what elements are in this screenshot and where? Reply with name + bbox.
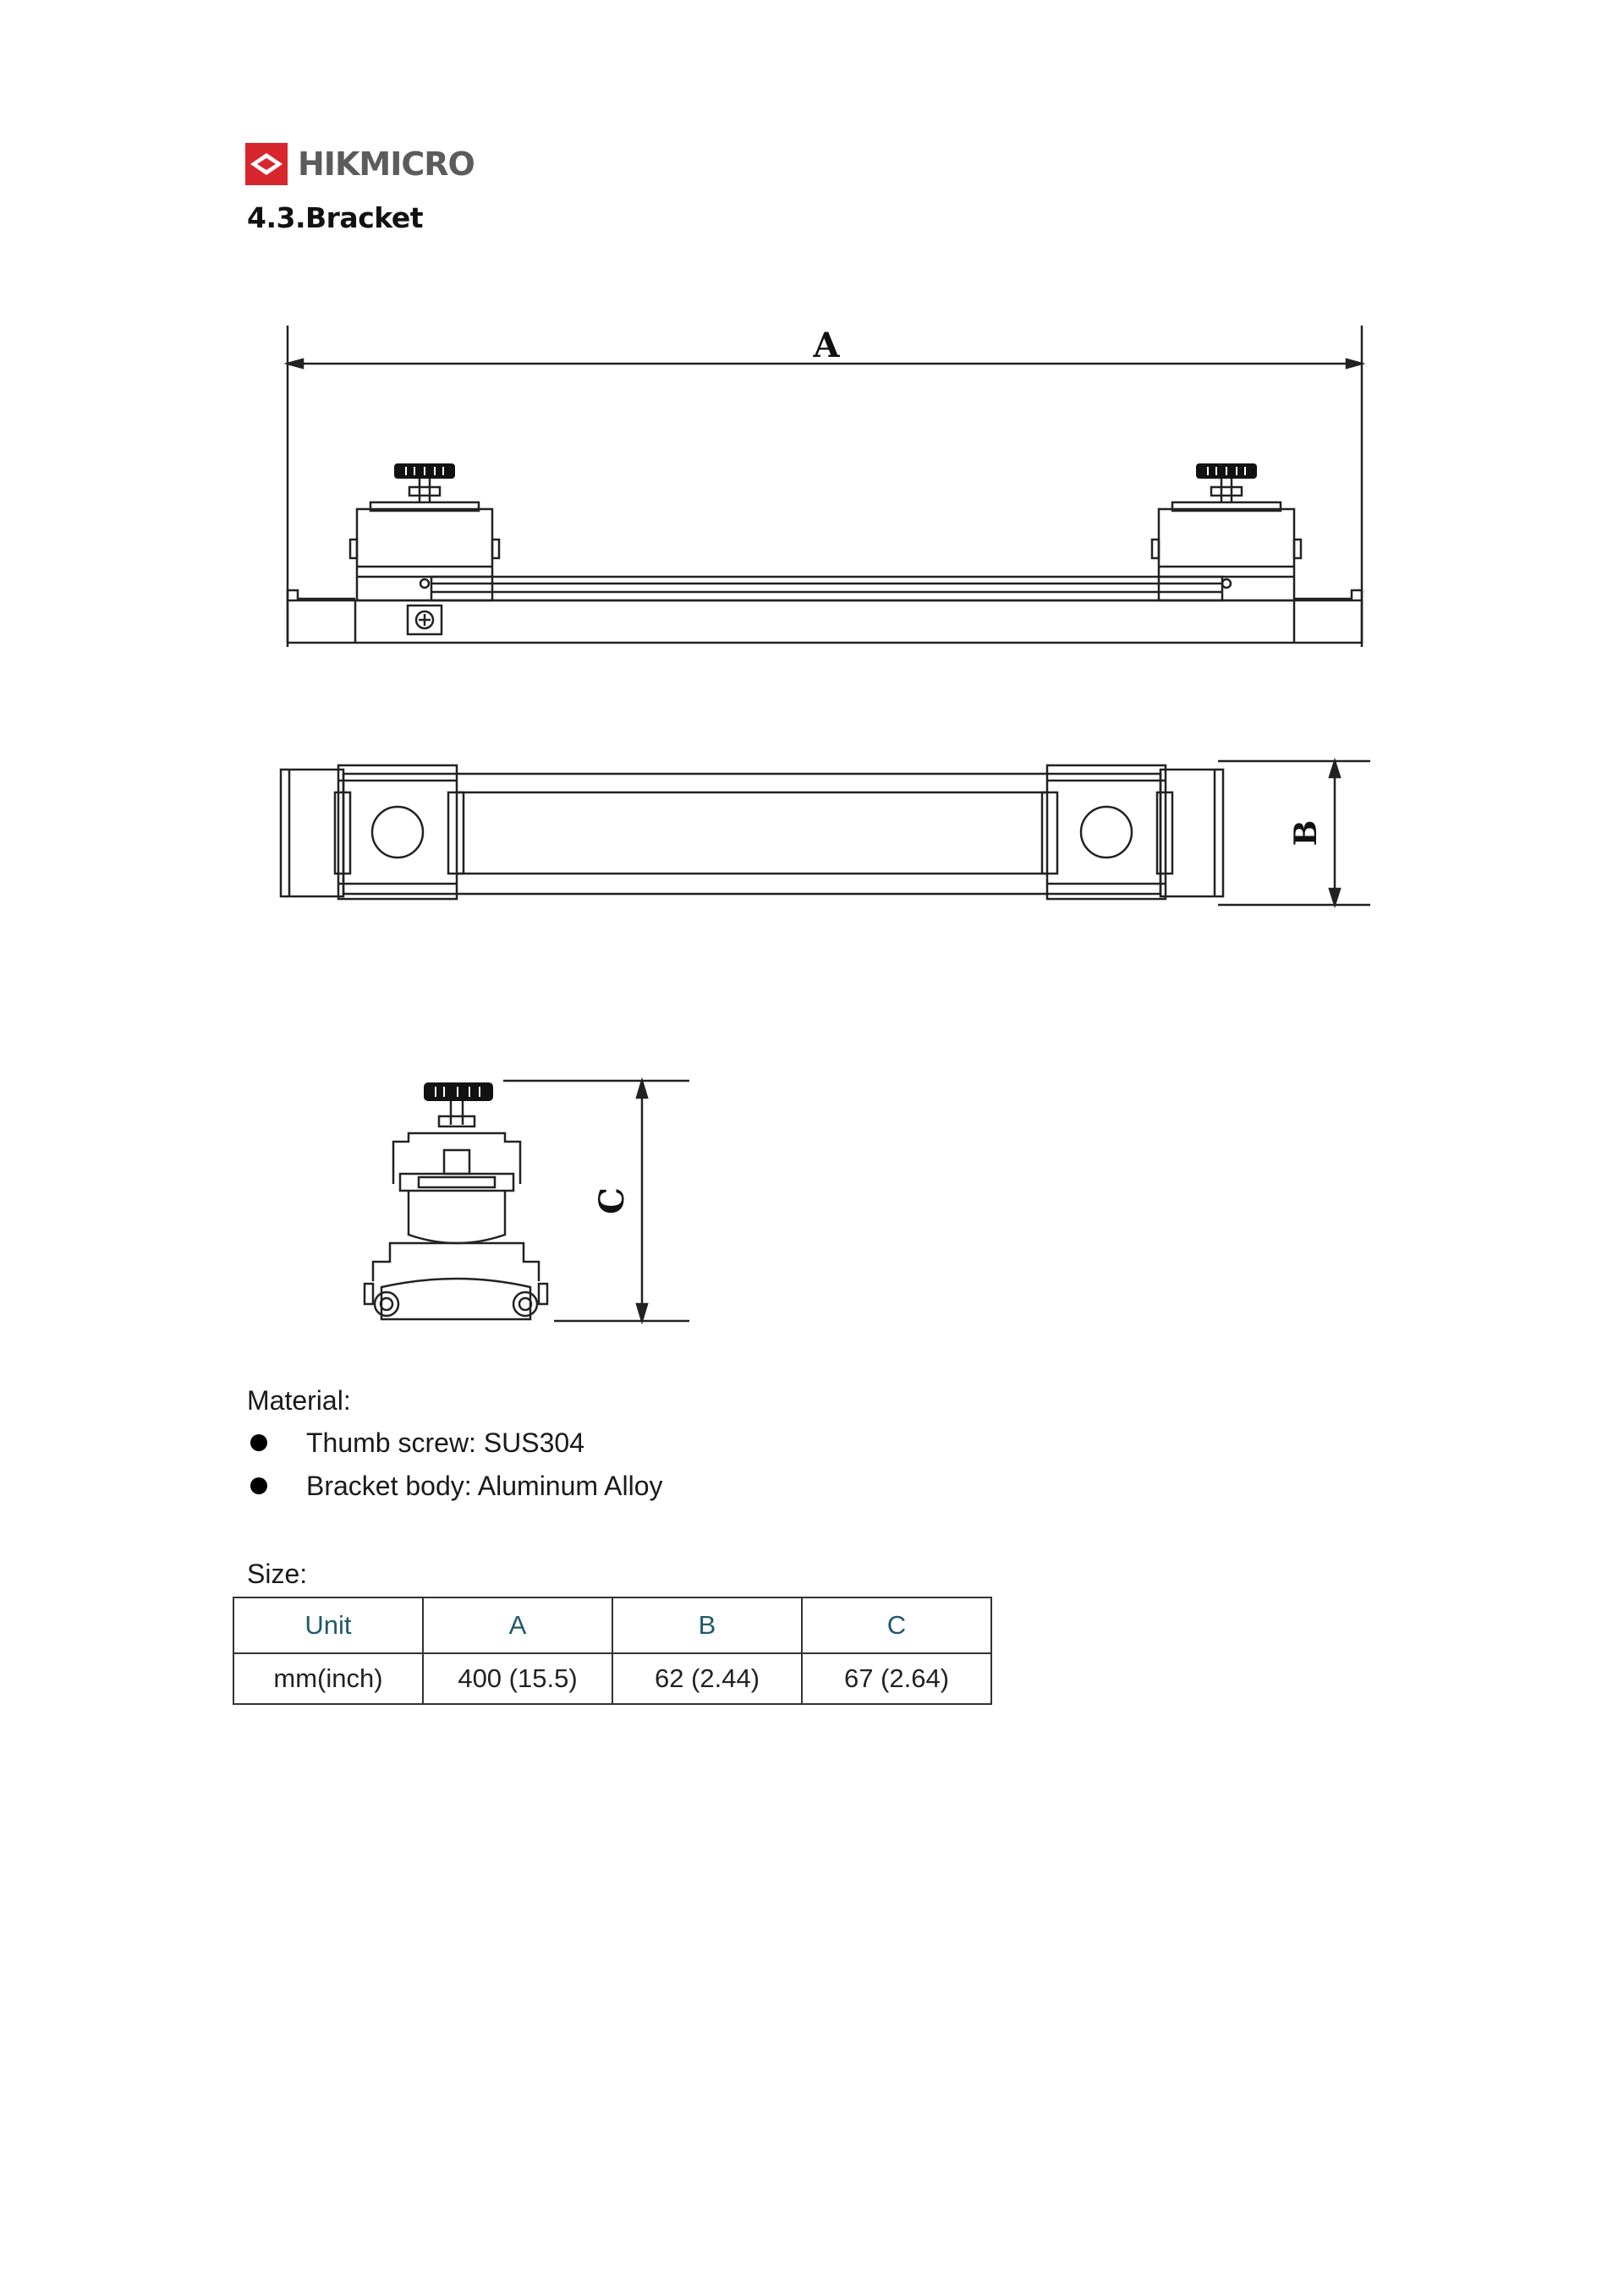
bracket-top-view [271,748,1379,918]
list-item [247,1427,663,1471]
bullet-icon [250,1477,267,1494]
material-item-text: Thumb screw: SUS304 [306,1427,585,1458]
table-cell: 400 (15.5) [423,1653,612,1704]
table-cell: mm(inch) [233,1653,423,1704]
list-item [247,1471,663,1514]
hikmicro-logo-icon [245,143,288,185]
table-header-cell: A [423,1597,612,1653]
material-label: Material: [247,1385,351,1416]
brand-name: HIKMICRO [298,145,475,183]
brand-logo [245,142,475,186]
table-header-cell: C [802,1597,991,1653]
section-title: 4.3.Bracket [247,201,423,234]
table-cell: 62 (2.44) [612,1653,802,1704]
bracket-front-view [279,321,1379,660]
material-list [247,1427,663,1514]
table-header-row [233,1597,991,1653]
dimension-b-label: B [1288,819,1324,847]
size-label: Size: [247,1559,308,1589]
table-header-cell: B [612,1597,802,1653]
table-cell: 67 (2.64) [802,1653,991,1704]
table-header-cell: Unit [233,1597,423,1653]
dimension-a-label: A [813,326,840,365]
material-item-text: Bracket body: Aluminum Alloy [306,1471,663,1501]
size-table [233,1597,992,1705]
dimension-c-label: C [592,1187,632,1214]
bullet-icon [250,1434,267,1451]
bracket-side-view [343,1074,698,1328]
table-row [233,1653,991,1704]
